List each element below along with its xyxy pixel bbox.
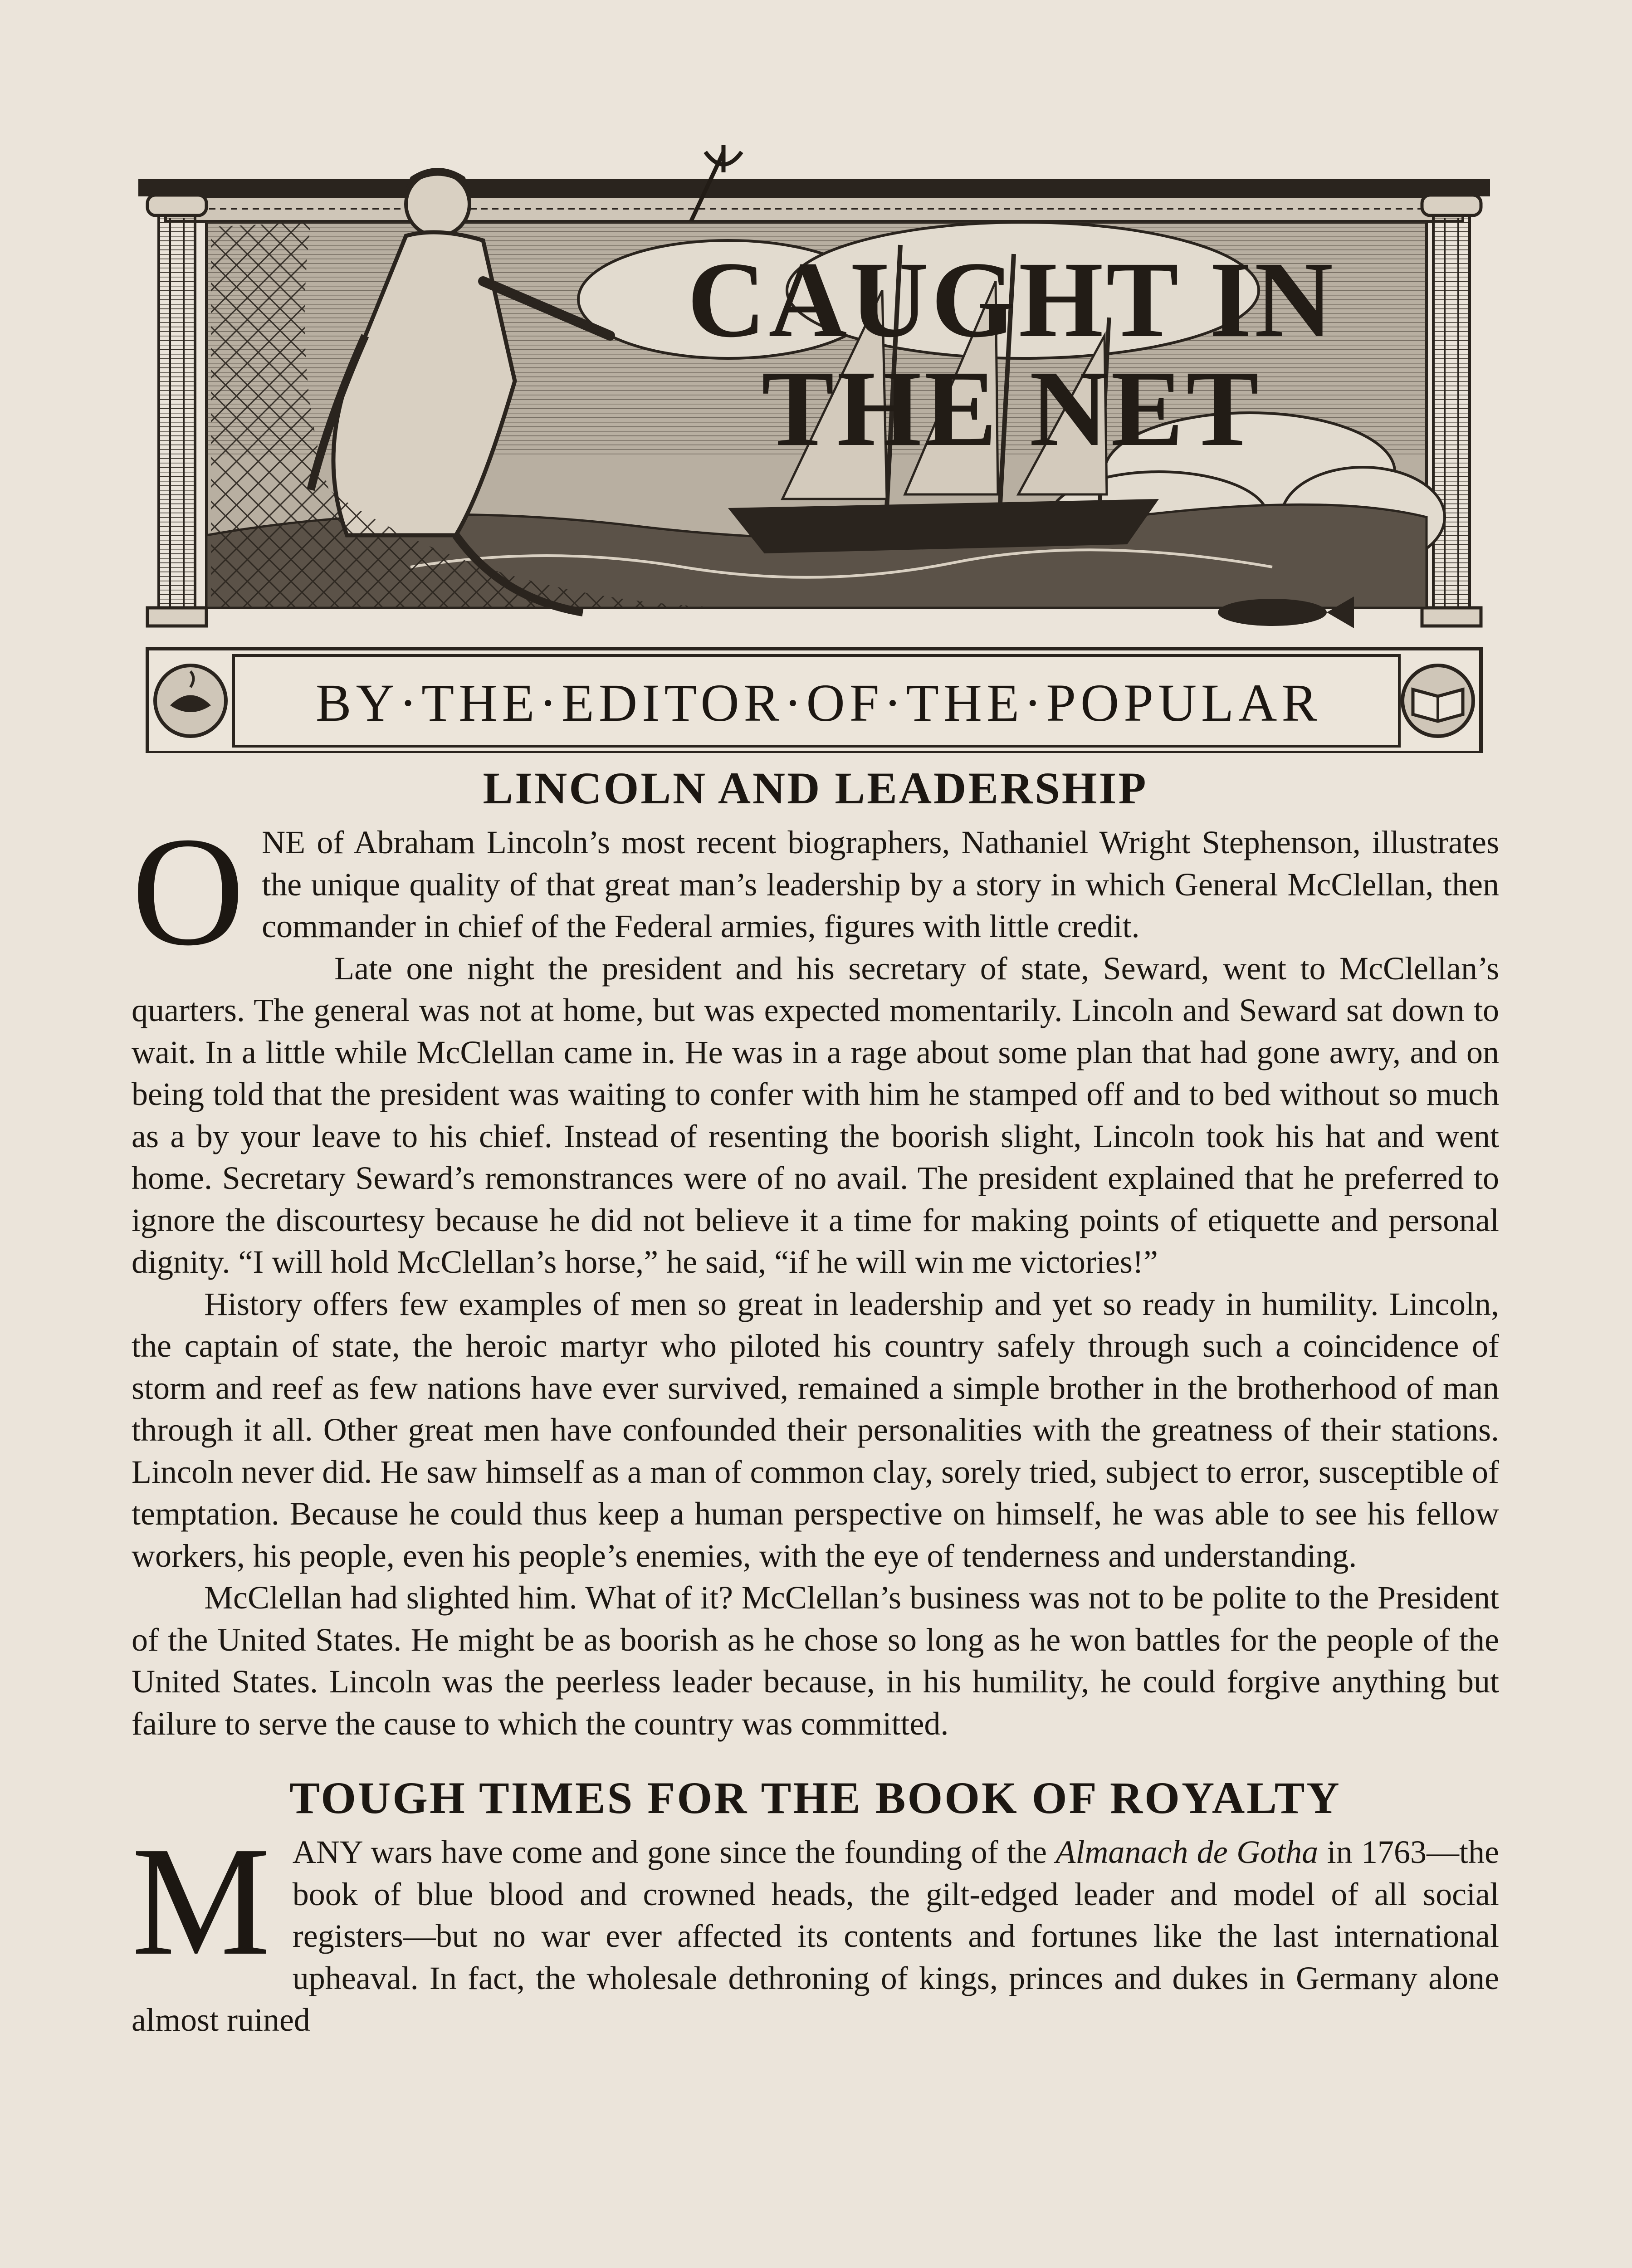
paragraph-text: in 1763—the book of blue blood and crowned heads, the gilt-edged leader and model of all social registers—but no war ever affected its contents and fortunes like the last international upheaval. In fact, the wholesale dethroning of kings, princes and dukes in Germany alone almost ruined — [132, 1834, 1499, 2038]
almanach-title: Almanach de Gotha — [1055, 1834, 1319, 1870]
page-title — [592, 239, 1431, 469]
header-illustration — [138, 145, 1490, 753]
title-line-1: CAUGHT IN — [687, 239, 1336, 360]
article-heading-lincoln: LINCOLN AND LEADERSHIP — [483, 763, 1148, 813]
lamp-icon — [155, 665, 226, 736]
paragraph-text: NE of Abraham Lincoln’s most recent biographers, Nathaniel Wright Stephenson, illustrates the unique quality of that great man’s leadership by a story in which General McClellan, then commander in chief of the Federal armies, figures with little credit. — [262, 824, 1499, 944]
article-paragraph: History offers few examples of men so great in leadership and yet so ready in humility. Lincoln, the captain of state, the heroic martyr who piloted his country safely through such a coincidence of storm and reef as few nations have ever survived, remained a simple brother in the brotherhood of man through it all. Other great men have confounded their personalities with the greatness of their stations. Lincoln never did. He saw himself as a man of common clay, sorely tried, subject to error, susceptible of temptation. Because he could thus keep a human perspective on himself, he was able to see his fellow workers, his people, even his people’s enemies, with the eye of tenderness and understanding. — [132, 1286, 1499, 1574]
title-line-2: THE NET — [761, 348, 1262, 469]
article-paragraph — [132, 805, 1499, 978]
article-paragraph: Late one night the president and his secretary of state, Seward, went to McClellan’s quarters. The general was not at home, but was expected momentarily. Lincoln and Seward sat down to wait. In a little while McClellan came in. He was in a rage about some plan that had gone awry, and on being told that the president was waiting to confer with him he stamped off and to bed without so much as a by your leave to his chief. Instead of resenting the boorish slight, Lincoln took his hat and went home. Secretary Seward’s remonstrances were of no avail. The president explained that he preferred to ignore the discourtesy because he did not believe it a time for making points of etiquette and personal dignity. “I will hold McClellan’s horse,” he said, “if he will win me victories!” — [132, 950, 1499, 1280]
article-body — [132, 762, 1499, 2041]
drop-cap-o: O — [132, 805, 245, 978]
article-paragraph — [132, 1814, 1499, 2041]
left-column — [147, 195, 206, 626]
byline: BY·THE·EDITOR·OF·THE·POPULAR — [315, 673, 1322, 733]
paragraph-text: ANY wars have come and gone since the founding of the — [292, 1834, 1056, 1870]
article-heading-royalty: TOUGH TIMES FOR THE BOOK OF ROYALTY — [289, 1773, 1341, 1823]
book-icon — [1402, 665, 1473, 736]
drop-cap-m: M — [132, 1814, 271, 1988]
frame-cornice — [138, 179, 1490, 196]
article-paragraph: McClellan had slighted him. What of it? McClellan’s business was not to be polite to the President of the United States. He might be as boorish as he chose so long as he won battles for the people of the United States. Lincoln was the peerless leader because, in his humility, he could forgive anything but failure to serve the cause to which the country was committed. — [132, 1579, 1499, 1742]
